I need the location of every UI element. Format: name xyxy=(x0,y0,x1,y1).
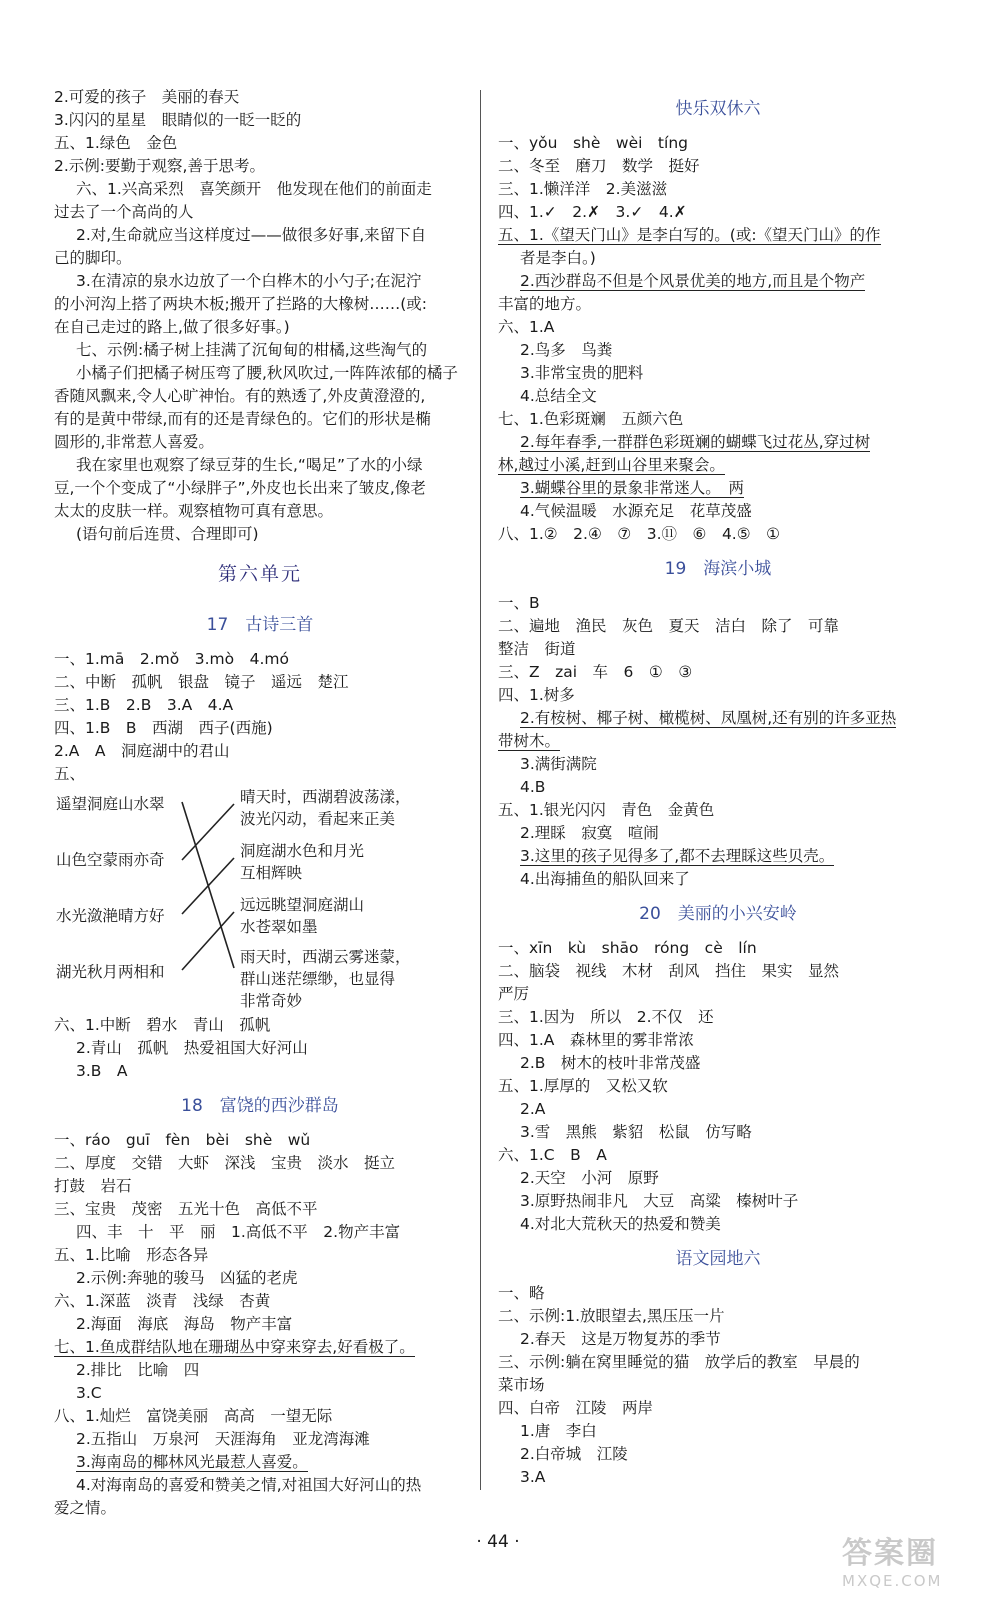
answer-line xyxy=(54,224,466,247)
answer-text: 四、白帝 江陵 两岸 xyxy=(498,1399,654,1417)
answer-text: 4.B xyxy=(520,778,546,796)
answer-line xyxy=(498,270,938,293)
answer-line xyxy=(498,1328,938,1351)
meaning-3 xyxy=(240,894,364,938)
answer-text: 一、yǒu shè wèi tíng xyxy=(498,134,688,152)
meaning-4 xyxy=(240,946,411,1012)
answer-text: 六、1.兴高采烈 喜笑颜开 他发现在他们的前面走 xyxy=(76,180,432,198)
answer-text: 4.气候温暖 水源充足 花草茂盛 xyxy=(520,502,752,520)
answer-line xyxy=(54,1037,466,1060)
answer-text: 四、1.A 森林里的雾非常浓 xyxy=(498,1031,694,1049)
meaning-1-line-2: 波光闪动，看起来正美 xyxy=(240,810,396,828)
answer-line xyxy=(498,500,938,523)
answer-text: 四、1.B B 西湖 西子(西施) xyxy=(54,719,273,737)
meaning-4-line-2: 群山迷茫缥缈，也显得 xyxy=(240,970,396,988)
answer-line xyxy=(54,1014,466,1037)
answer-line xyxy=(54,1405,466,1428)
answer-line xyxy=(498,1374,938,1397)
answer-line xyxy=(54,408,466,431)
meaning-1 xyxy=(240,786,411,830)
answer-text: 五、1.《望天门山》是李白写的。(或:《望天门山》的作 xyxy=(498,226,881,244)
answer-line xyxy=(498,684,938,707)
answer-line xyxy=(498,845,938,868)
column-divider xyxy=(480,90,481,1490)
answer-line xyxy=(54,316,466,339)
yuandi-block xyxy=(498,1282,938,1489)
poem-matching-diagram xyxy=(54,790,466,1012)
section-17b-block xyxy=(54,1014,466,1083)
section-19-block xyxy=(498,592,938,891)
answer-line xyxy=(498,1420,938,1443)
answer-text: 1.唐 李白 xyxy=(520,1422,597,1440)
answer-line xyxy=(498,224,938,247)
answer-text: 四、1.树多 xyxy=(498,686,575,704)
answer-line xyxy=(498,799,938,822)
answer-text: 3.这里的孩子见得多了,都不去理睬这些贝壳。 xyxy=(520,847,835,865)
answer-text: 六、1.A xyxy=(498,318,555,336)
answer-text: 4.对北大荒秋天的热爱和赞美 xyxy=(520,1215,721,1233)
answer-line xyxy=(498,937,938,960)
answer-line xyxy=(498,707,938,730)
answer-line xyxy=(54,1451,466,1474)
answer-text: 2.五指山 万泉河 天涯海角 亚龙湾海滩 xyxy=(76,1430,370,1448)
answer-text: 4.总结全文 xyxy=(520,387,597,405)
answer-line xyxy=(54,1336,466,1359)
answer-text: 2.排比 比喻 四 xyxy=(76,1361,200,1379)
answer-line xyxy=(498,132,938,155)
answer-line xyxy=(498,1282,938,1305)
answer-text: 一、1.mā 2.mǒ 3.mò 4.mó xyxy=(54,650,289,668)
section-heading-18: 18 富饶的西沙群岛 xyxy=(181,1096,339,1116)
answer-text: 打鼓 岩石 xyxy=(54,1177,132,1195)
answer-text: 2.A A 洞庭湖中的君山 xyxy=(54,742,230,760)
meaning-3-line-1: 远远眺望洞庭湖山 xyxy=(240,896,365,914)
answer-text: 圆形的,非常惹人喜爱。 xyxy=(54,433,214,451)
answer-text: 整洁 街道 xyxy=(498,640,576,658)
answer-text: 林,越过小溪,赶到山谷里来聚会。 xyxy=(498,456,725,474)
answer-text: 七、1.鱼成群结队地在珊瑚丛中穿来穿去,好看极了。 xyxy=(54,1338,415,1356)
answer-line xyxy=(498,201,938,224)
answer-line xyxy=(498,454,938,477)
section-heading-20: 20 美丽的小兴安岭 xyxy=(639,904,797,924)
answer-line xyxy=(498,822,938,845)
answer-line xyxy=(54,155,466,178)
match-line-3 xyxy=(182,858,234,914)
answer-text: 严厉 xyxy=(498,985,530,1003)
answer-text: 六、1.深蓝 淡青 浅绿 杏黄 xyxy=(54,1292,271,1310)
answer-text: 二、示例:1.放眼望去,黑压压一片 xyxy=(498,1307,725,1325)
answer-text: 三、1.因为 所以 2.不仅 还 xyxy=(498,1008,714,1026)
answer-text: 五、 xyxy=(54,765,86,783)
answer-line xyxy=(54,671,466,694)
answer-line xyxy=(498,155,938,178)
answer-text: 4.出海捕鱼的船队回来了 xyxy=(520,870,690,888)
answer-line xyxy=(498,661,938,684)
answer-line xyxy=(54,1198,466,1221)
meaning-1-line-1: 晴天时，西湖碧波荡漾， xyxy=(240,788,411,806)
answer-text: 三、1.B 2.B 3.A 4.A xyxy=(54,696,234,714)
section-heading-19: 19 海滨小城 xyxy=(664,559,772,579)
answer-text: 2.A xyxy=(520,1100,546,1118)
answer-line xyxy=(54,1129,466,1152)
answer-line xyxy=(54,385,466,408)
answer-text: 一、略 xyxy=(498,1284,545,1302)
answer-line xyxy=(498,1006,938,1029)
answer-line xyxy=(54,362,466,385)
answer-line xyxy=(54,648,466,671)
answer-line xyxy=(54,339,466,362)
answer-line xyxy=(54,1060,466,1083)
answer-text: 七、1.色彩斑斓 五颜六色 xyxy=(498,410,684,428)
answer-line xyxy=(498,339,938,362)
answer-line xyxy=(54,1152,466,1175)
unit-title: 第六单元 xyxy=(217,563,302,585)
answer-text: 2.西沙群岛不但是个风景优美的地方,而且是个物产 xyxy=(520,272,866,290)
poem-line-1: 遥望洞庭山水翠 xyxy=(56,795,165,813)
answer-text: 太太的皮肤一样。观察植物可真有意思。 xyxy=(54,502,334,520)
answer-line xyxy=(498,592,938,615)
poem-line-4: 湖光秋月两相和 xyxy=(56,963,165,981)
left-column xyxy=(54,86,466,1520)
answer-text: 二、脑袋 视线 木材 刮风 挡住 果实 显然 xyxy=(498,962,840,980)
answer-line xyxy=(54,523,466,546)
answer-line xyxy=(498,753,938,776)
answer-text: 2.对,生命就应当这样度过——做很多好事,来留下自 xyxy=(76,226,427,244)
section-20-block xyxy=(498,937,938,1236)
answer-text: 丰富的地方。 xyxy=(498,295,592,313)
answer-line xyxy=(54,1221,466,1244)
answer-text: 二、遍地 渔民 灰色 夏天 洁白 除了 可靠 xyxy=(498,617,840,635)
poem-line-2: 山色空蒙雨亦奇 xyxy=(56,851,165,869)
answer-line xyxy=(54,717,466,740)
meaning-2-line-2: 互相辉映 xyxy=(240,864,303,882)
answer-text: 香随风飘来,令人心旷神怡。有的熟透了,外皮黄澄澄的, xyxy=(54,387,426,405)
answer-line xyxy=(54,109,466,132)
answer-line xyxy=(498,477,938,500)
page-number: · 44 · xyxy=(476,1532,520,1552)
answer-line xyxy=(498,615,938,638)
answer-line xyxy=(498,1075,938,1098)
answer-text: 3.A xyxy=(520,1468,546,1486)
answer-line xyxy=(54,201,466,224)
answer-text: 一、ráo guī fèn bèi shè wǔ xyxy=(54,1131,311,1149)
answer-text: 六、1.C B A xyxy=(498,1146,607,1164)
answer-text: 五、1.厚厚的 又松又软 xyxy=(498,1077,668,1095)
answer-text: 七、示例:橘子树上挂满了沉甸甸的柑橘,这些淘气的 xyxy=(76,341,428,359)
answer-text: 三、宝贵 茂密 五光十色 高低不平 xyxy=(54,1200,318,1218)
answer-text: 己的脚印。 xyxy=(54,249,132,267)
answer-line xyxy=(54,454,466,477)
answer-line xyxy=(498,1052,938,1075)
section-heading-yuandi: 语文园地六 xyxy=(675,1249,761,1269)
answer-text: 2.示例:奔驰的骏马 凶猛的老虎 xyxy=(76,1269,298,1287)
answer-text: 五、1.银光闪闪 青色 金黄色 xyxy=(498,801,715,819)
answer-line xyxy=(498,1029,938,1052)
answer-text: 2.有桉树、椰子树、橄榄树、凤凰树,还有别的许多亚热 xyxy=(520,709,897,727)
answer-line xyxy=(54,270,466,293)
answer-line xyxy=(498,523,938,546)
answer-text: 过去了一个高尚的人 xyxy=(54,203,194,221)
answer-line xyxy=(498,638,938,661)
answer-text: 小橘子们把橘子树压弯了腰,秋风吹过,一阵阵浓郁的橘子 xyxy=(76,364,458,382)
watermark-text: 答案圈 xyxy=(842,1536,938,1571)
answer-line xyxy=(54,247,466,270)
answer-text: 3.海南岛的椰林风光最惹人喜爱。 xyxy=(76,1453,308,1471)
answer-text: 2.可爱的孩子 美丽的春天 xyxy=(54,88,240,106)
answer-line xyxy=(498,293,938,316)
answer-text: 的小河沟上搭了两块木板;搬开了拦路的大橡树……(或: xyxy=(54,295,427,313)
poem-line-3: 水光潋滟晴方好 xyxy=(56,907,165,925)
answer-text: 2.海面 海底 海岛 物产丰富 xyxy=(76,1315,293,1333)
answer-text: 六、1.中断 碧水 青山 孤帆 xyxy=(54,1016,271,1034)
answer-text: 2.天空 小河 原野 xyxy=(520,1169,659,1187)
answer-line xyxy=(498,1397,938,1420)
answer-text: 一、B xyxy=(498,594,540,612)
answer-line xyxy=(54,1244,466,1267)
answer-line xyxy=(54,477,466,500)
answer-text: 2.B 树木的枝叶非常茂盛 xyxy=(520,1054,701,1072)
left-intro-block xyxy=(54,86,466,546)
answer-text: 2.白帝城 江陵 xyxy=(520,1445,628,1463)
watermark-url: MXQE.COM xyxy=(842,1572,943,1590)
answer-line xyxy=(498,362,938,385)
answer-line xyxy=(54,178,466,201)
answer-text: 八、1.灿烂 富饶美丽 高高 一望无际 xyxy=(54,1407,333,1425)
answer-line xyxy=(498,431,938,454)
section-18-block xyxy=(54,1129,466,1520)
answer-text: 二、中断 孤帆 银盘 镜子 遥远 楚江 xyxy=(54,673,349,691)
answer-text: 3.B A xyxy=(76,1062,128,1080)
answer-line xyxy=(498,1144,938,1167)
answer-text: 四、1.✓ 2.✗ 3.✓ 4.✗ xyxy=(498,203,687,221)
answer-text: 爱之情。 xyxy=(54,1499,117,1517)
answer-line xyxy=(498,776,938,799)
answer-text: 2.鸟多 鸟粪 xyxy=(520,341,613,359)
answer-line xyxy=(498,408,938,431)
answer-text: 二、冬至 磨刀 数学 挺好 xyxy=(498,157,700,175)
match-line-2 xyxy=(182,804,234,860)
watermark-logo xyxy=(842,1528,982,1588)
answer-line xyxy=(54,1290,466,1313)
answer-text: 3.非常宝贵的肥料 xyxy=(520,364,644,382)
answer-line xyxy=(54,86,466,109)
answer-line xyxy=(498,730,938,753)
answer-line xyxy=(498,1098,938,1121)
answer-text: 三、1.懒洋洋 2.美滋滋 xyxy=(498,180,668,198)
answer-line xyxy=(54,1175,466,1198)
answer-line xyxy=(54,763,466,786)
answer-line xyxy=(498,316,938,339)
answer-text: 三、Z zai 车 6 ① ③ xyxy=(498,663,693,681)
answer-text: 3.原野热闹非凡 大豆 高粱 榛树叶子 xyxy=(520,1192,799,1210)
answer-text: 四、丰 十 平 丽 1.高低不平 2.物产丰富 xyxy=(76,1223,401,1241)
answer-line xyxy=(54,740,466,763)
answer-line xyxy=(498,247,938,270)
answer-text: 2.理睬 寂寞 喧闹 xyxy=(520,824,659,842)
answer-text: 豆,一个个变成了“小绿胖子”,外皮也长出来了皱皮,像老 xyxy=(54,479,426,497)
answer-text: 2.青山 孤帆 热爱祖国大好河山 xyxy=(76,1039,308,1057)
answer-line xyxy=(54,431,466,454)
answer-line xyxy=(54,500,466,523)
answer-text: 3.满街满院 xyxy=(520,755,597,773)
answer-text: 2.每年春季,一群群色彩斑斓的蝴蝶飞过花丛,穿过树 xyxy=(520,433,871,451)
answer-line xyxy=(54,1359,466,1382)
answer-line xyxy=(498,868,938,891)
answer-line xyxy=(498,983,938,1006)
answer-text: 八、1.② 2.④ ⑦ 3.⑪ ⑥ 4.⑤ ① xyxy=(498,525,781,543)
answer-line xyxy=(54,293,466,316)
answer-line xyxy=(498,385,938,408)
answer-line xyxy=(498,178,938,201)
answer-text: 菜市场 xyxy=(498,1376,545,1394)
answer-line xyxy=(54,1313,466,1336)
answer-text: 有的是黄中带绿,而有的还是青绿色的。它们的形状是椭 xyxy=(54,410,431,428)
answer-text: (语句前后连贯、合理即可) xyxy=(76,525,259,543)
answer-text: 2.示例:要勤于观察,善于思考。 xyxy=(54,157,265,175)
answer-text: 3.在清凉的泉水边放了一个白桦木的小勺子;在泥泞 xyxy=(76,272,422,290)
answer-text: 五、1.绿色 金色 xyxy=(54,134,178,152)
answer-text: 二、厚度 交错 大虾 深浅 宝贵 淡水 挺立 xyxy=(54,1154,396,1172)
answer-text: 者是李白。) xyxy=(520,249,596,267)
answer-text: 带树木。 xyxy=(498,732,561,750)
answer-text: 3.雪 黑熊 紫貂 松鼠 仿写略 xyxy=(520,1123,752,1141)
answer-line xyxy=(498,1190,938,1213)
meaning-2 xyxy=(240,840,364,884)
answer-line xyxy=(498,1121,938,1144)
section-17-block xyxy=(54,648,466,786)
answer-line xyxy=(54,694,466,717)
answer-line xyxy=(498,1351,938,1374)
answer-text: 4.对海南岛的喜爱和赞美之情,对祖国大好河山的热 xyxy=(76,1476,422,1494)
answer-line xyxy=(54,1474,466,1497)
section-heading-kuaile: 快乐双休六 xyxy=(675,99,761,119)
answer-text: 3.闪闪的星星 眼睛似的一眨一眨的 xyxy=(54,111,302,129)
answer-text: 2.春天 这是万物复苏的季节 xyxy=(520,1330,721,1348)
answer-line xyxy=(498,1466,938,1489)
answer-line xyxy=(498,1167,938,1190)
meaning-4-line-3: 非常奇妙 xyxy=(240,992,303,1010)
section-heading-17: 17 古诗三首 xyxy=(206,615,314,635)
answer-text: 3.C xyxy=(76,1384,102,1402)
answer-line xyxy=(54,1267,466,1290)
answer-line xyxy=(54,1382,466,1405)
answer-line xyxy=(498,1213,938,1236)
answer-text: 五、1.比喻 形态各异 xyxy=(54,1246,209,1264)
meaning-2-line-1: 洞庭湖水色和月光 xyxy=(240,842,365,860)
answer-text: 一、xīn kù shāo róng cè lín xyxy=(498,939,757,957)
right-column xyxy=(498,86,938,1489)
answer-line xyxy=(498,960,938,983)
meaning-4-line-1: 雨天时，西湖云雾迷蒙， xyxy=(240,948,411,966)
answer-line xyxy=(54,1428,466,1451)
meaning-3-line-2: 水苍翠如墨 xyxy=(240,918,318,936)
answer-line xyxy=(54,132,466,155)
answer-line xyxy=(498,1443,938,1466)
answer-text: 三、示例:躺在窝里睡觉的猫 放学后的教室 早晨的 xyxy=(498,1353,860,1371)
kuaile-block xyxy=(498,132,938,546)
answer-text: 3.蝴蝶谷里的景象非常迷人。 两 xyxy=(520,479,745,497)
answer-text: 在自己走过的路上,做了很多好事。) xyxy=(54,318,290,336)
answer-text: 我在家里也观察了绿豆芽的生长,“喝足”了水的小绿 xyxy=(76,456,423,474)
answer-line xyxy=(498,1305,938,1328)
answer-line xyxy=(54,1497,466,1520)
